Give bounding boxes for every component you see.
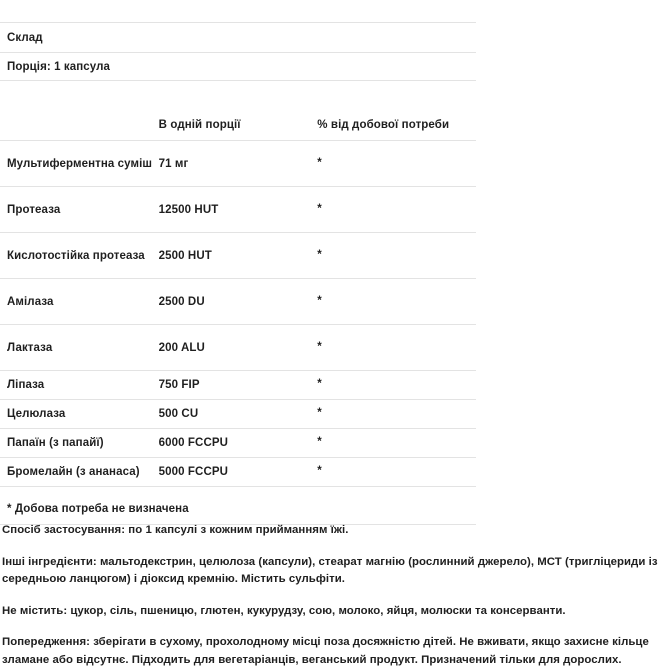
column-header-row	[0, 81, 476, 141]
footnote-row	[0, 487, 476, 525]
ingredient-amount: 750 FIP	[159, 371, 318, 400]
table-row	[0, 187, 476, 233]
supplement-facts-table	[0, 22, 476, 547]
ingredient-daily-value: *	[317, 371, 476, 400]
table-row	[0, 233, 476, 279]
ingredient-amount: 12500 HUT	[159, 187, 318, 233]
table-row	[0, 141, 476, 187]
ingredient-name: Кислотостійка протеаза	[0, 233, 159, 279]
directions-text: Спосіб застосування: по 1 капсулі з кожним прийманням їжі.	[2, 524, 349, 536]
ingredient-name: Лактаза	[0, 325, 159, 371]
table-row	[0, 429, 476, 458]
ingredient-amount: 5000 FCCPU	[159, 458, 318, 487]
ingredient-daily-value: *	[317, 429, 476, 458]
ingredient-daily-value: *	[317, 141, 476, 187]
ingredient-amount: 200 ALU	[159, 325, 318, 371]
free-from-text: Не містить: цукор, сіль, пшеницю, глютен, кукурудзу, сою, молоко, яйця, молюски та консерванти.	[2, 604, 566, 617]
ingredient-name: Амілаза	[0, 279, 159, 325]
ingredient-name: Бромелайн (з ананаса)	[0, 458, 159, 487]
panel-title: Склад	[0, 23, 476, 53]
ingredient-amount: 500 CU	[159, 400, 318, 429]
ingredient-amount: 2500 DU	[159, 279, 318, 325]
ingredient-name: Целюлаза	[0, 400, 159, 429]
ingredient-daily-value: *	[317, 187, 476, 233]
column-header-daily-value: % від добової потреби	[317, 81, 476, 141]
column-header-amount: В одній порції	[159, 81, 318, 141]
ingredient-amount: 71 мг	[159, 141, 318, 187]
table-row	[0, 325, 476, 371]
ingredient-name: Папаїн (з папайї)	[0, 429, 159, 458]
ingredient-daily-value: *	[317, 325, 476, 371]
ingredient-name: Мультиферментна суміш	[0, 141, 159, 187]
ingredient-daily-value: *	[317, 400, 476, 429]
ingredient-name: Протеаза	[0, 187, 159, 233]
ingredient-daily-value: *	[317, 458, 476, 487]
ingredient-amount: 2500 HUT	[159, 233, 318, 279]
panel-title-row	[0, 23, 476, 53]
serving-size-row	[0, 53, 476, 81]
other-ingredients-text: Інші інгредієнти: мальтодекстрин, целюлоза (капсули), стеарат магнію (рослинний джерело), МСТ (тригліцериди із середньою ланцюгом) і діоксид кремнію. Містить сульфіти.	[2, 555, 658, 585]
serving-size-label: Порція: 1 капсула	[0, 53, 476, 81]
column-header-name	[0, 81, 159, 141]
ingredient-name: Ліпаза	[0, 371, 159, 400]
product-notes	[0, 522, 672, 669]
daily-value-footnote: * Добова потреба не визначена	[0, 487, 476, 525]
facts-table-body	[0, 23, 476, 547]
warning-text: Попередження: зберігати в сухому, прохолодному місці поза досяжністю дітей. Не вживати, якщо захисне кільце зламане або відсутнє. Підходить для вегетаріанців, веганський продукт. Призначений тільки для дорослих.	[2, 636, 649, 666]
ingredient-daily-value: *	[317, 279, 476, 325]
ingredient-daily-value: *	[317, 233, 476, 279]
table-row	[0, 371, 476, 400]
ingredient-amount: 6000 FCCPU	[159, 429, 318, 458]
table-row	[0, 400, 476, 429]
table-row	[0, 279, 476, 325]
table-row	[0, 458, 476, 487]
